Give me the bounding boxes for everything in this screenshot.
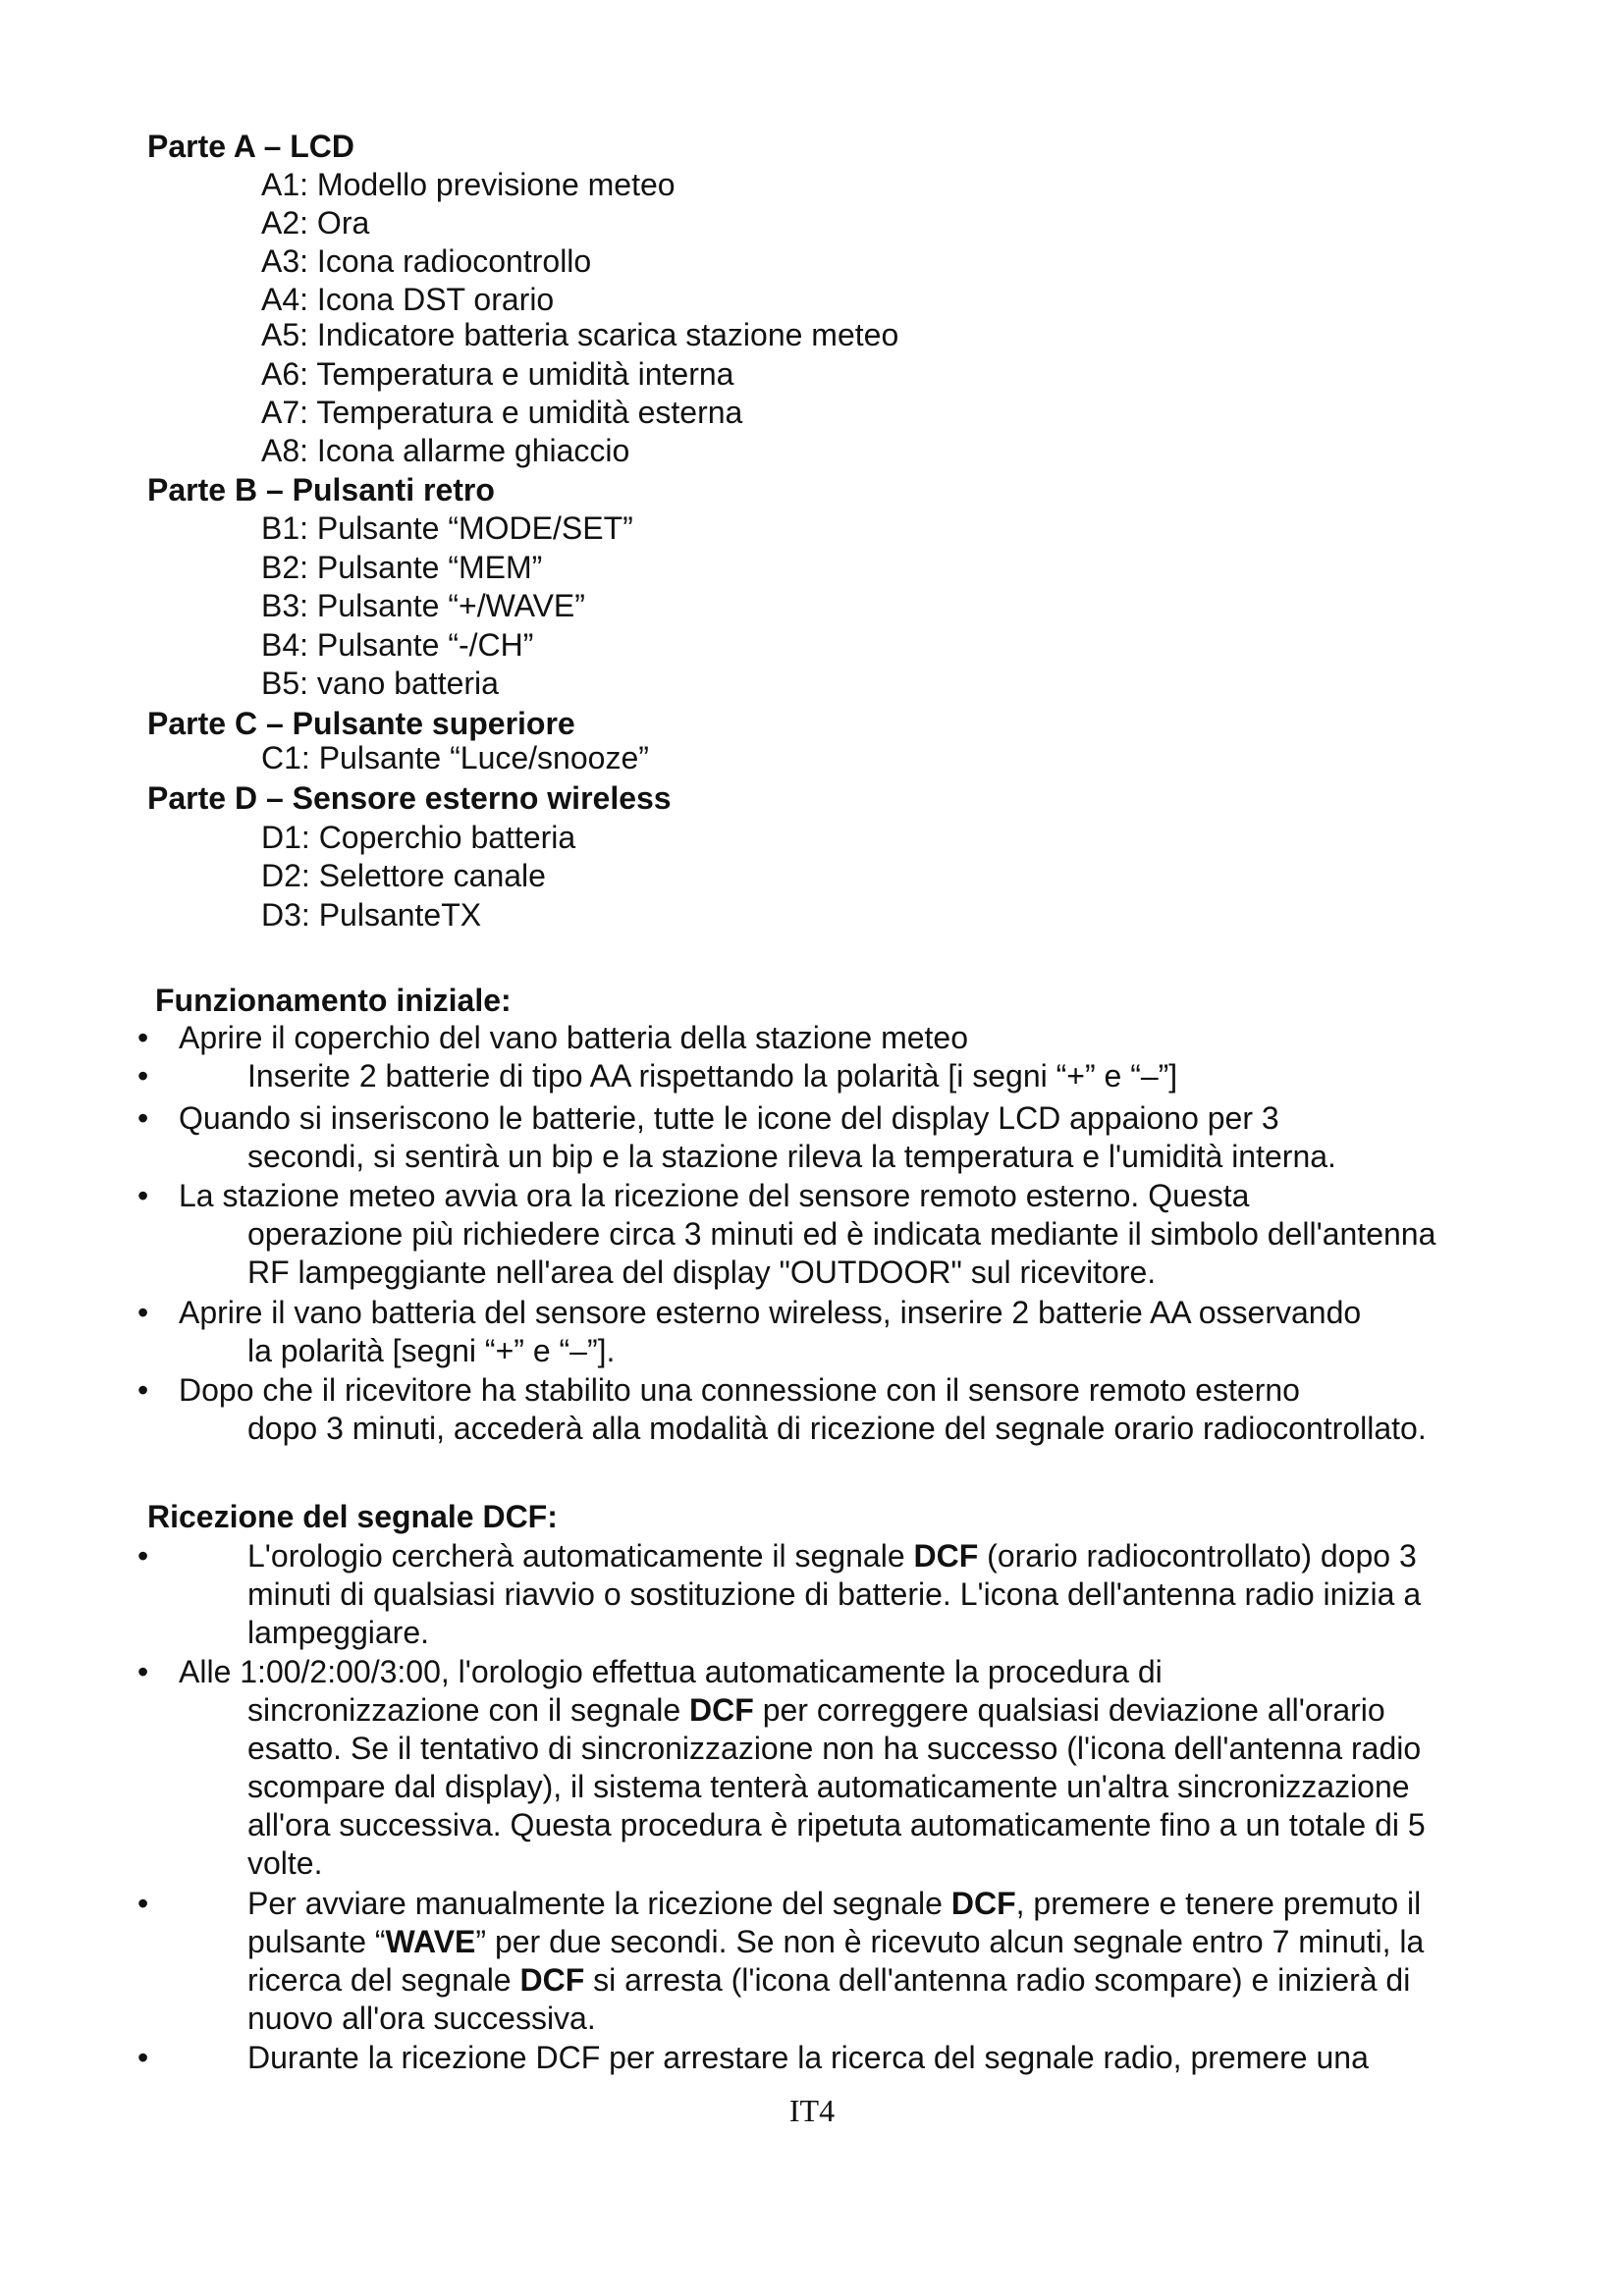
text-run: Per avviare manualmente la ricezione del segnale [247, 1886, 951, 1921]
bullet-text: Inserite 2 batterie di tipo AA rispettando la polarità [i segni “+” e “–”] [247, 1058, 1178, 1094]
text-run: (orario radiocontrollato) dopo 3 [978, 1538, 1417, 1574]
bullet-text: dopo 3 minuti, accederà alla modalità di ricezione del segnale orario radiocontrollato. [247, 1411, 1427, 1446]
list-item: A1: Modello previsione meteo [261, 167, 676, 202]
bullet-icon: • [137, 1100, 149, 1136]
bullet-text: volte. [247, 1845, 323, 1881]
bullet-text: La stazione meteo avvia ora la ricezione del sensore remoto esterno. Questa [179, 1178, 1250, 1213]
dcf-bold-term: DCF [689, 1692, 754, 1728]
text-run: si arresta (l'icona dell'antenna radio scompare) e inizierà di [584, 1962, 1411, 1998]
bullet-text: esatto. Se il tentativo di sincronizzazione non ha successo (l'icona dell'antenna radio [247, 1731, 1422, 1766]
bullet-text: Dopo che il ricevitore ha stabilito una connessione con il sensore remoto esterno [179, 1372, 1300, 1408]
bullet-text [247, 1923, 1424, 1961]
part-b-heading: Parte B – Pulsanti retro [147, 472, 495, 507]
bullet-text [247, 1885, 1421, 1923]
bullet-text: la polarità [segni “+” e “–”]. [247, 1333, 616, 1368]
text-run: sincronizzazione con il segnale [247, 1692, 690, 1728]
bullet-text: Aprire il vano batteria del sensore esterno wireless, inserire 2 batterie AA osservando [179, 1295, 1362, 1330]
list-item: D3: PulsanteTX [261, 897, 482, 933]
list-item: B2: Pulsante “MEM” [261, 550, 543, 585]
list-item: A4: Icona DST orario [261, 282, 555, 317]
list-item: A6: Temperatura e umidità interna [261, 356, 734, 392]
list-item: A8: Icona allarme ghiaccio [261, 433, 630, 468]
part-d-heading: Parte D – Sensore esterno wireless [147, 780, 672, 816]
page-number: IT4 [788, 2093, 836, 2128]
text-run: ” per due secondi. Se non è ricevuto alcun segnale entro 7 minuti, la [475, 1924, 1425, 1959]
bullet-icon: • [137, 1538, 149, 1574]
dcf-heading: Ricezione del segnale DCF: [147, 1499, 558, 1534]
bullet-text: secondi, si sentirà un bip e la stazione rileva la temperatura e l'umidità interna. [247, 1139, 1336, 1174]
bullet-text [247, 1961, 1410, 2000]
text-run: per correggere qualsiasi deviazione all'orario [753, 1692, 1385, 1728]
list-item: A7: Temperatura e umidità esterna [261, 395, 743, 430]
list-item: A2: Ora [261, 205, 370, 240]
dcf-bold-term: DCF [913, 1538, 979, 1574]
bullet-text [247, 1691, 1385, 1730]
bullet-text: Alle 1:00/2:00/3:00, l'orologio effettua automaticamente la procedura di [179, 1654, 1163, 1689]
text-run: L'orologio cercherà automaticamente il segnale [247, 1538, 914, 1574]
bullet-icon: • [137, 1178, 149, 1213]
list-item: A3: Icona radiocontrollo [261, 243, 592, 279]
bullet-text: all'ora successiva. Questa procedura è ripetuta automaticamente fino a un totale di 5 [247, 1807, 1426, 1842]
bullet-text: nuovo all'ora successiva. [247, 2001, 596, 2036]
list-item: C1: Pulsante “Luce/snooze” [261, 740, 649, 775]
bullet-text: lampeggiare. [247, 1615, 429, 1650]
bullet-text: scompare dal display), il sistema tenterà automaticamente un'altra sincronizzazione [247, 1769, 1410, 1804]
bullet-text: RF lampeggiante nell'area del display "OUTDOOR" sul ricevitore. [247, 1255, 1157, 1290]
bullet-text: Aprire il coperchio del vano batteria della stazione meteo [179, 1020, 969, 1055]
bullet-icon: • [137, 2040, 149, 2075]
bullet-text: Durante la ricezione DCF per arrestare la ricerca del segnale radio, premere una [247, 2040, 1369, 2075]
bullet-icon: • [137, 1886, 149, 1921]
list-item: D2: Selettore canale [261, 858, 546, 893]
bullet-icon: • [137, 1020, 149, 1055]
wave-bold-term: WAVE [385, 1924, 476, 1959]
bullet-text: minuti di qualsiasi riavvio o sostituzione di batterie. L'icona dell'antenna radio inizia a [247, 1576, 1422, 1612]
part-a-heading: Parte A – LCD [147, 129, 355, 164]
text-run: ricerca del segnale [247, 1962, 520, 1998]
part-c-heading: Parte C – Pulsante superiore [147, 706, 575, 741]
list-item: B5: vano batteria [261, 666, 499, 701]
bullet-text: Quando si inseriscono le batterie, tutte le icone del display LCD appaiono per 3 [179, 1100, 1279, 1136]
dcf-bold-term: DCF [950, 1886, 1016, 1921]
bullet-text [247, 1537, 1417, 1575]
list-item: B4: Pulsante “-/CH” [261, 627, 534, 663]
bullet-icon: • [137, 1372, 149, 1408]
list-item: D1: Coperchio batteria [261, 820, 576, 855]
dcf-bold-term: DCF [519, 1962, 585, 1998]
text-run: , premere e tenere premuto il [1015, 1886, 1422, 1921]
bullet-icon: • [137, 1058, 149, 1094]
bullet-text: operazione più richiedere circa 3 minuti ed è indicata mediante il simbolo dell'antenna [247, 1216, 1436, 1252]
list-item: B1: Pulsante “MODE/SET” [261, 510, 633, 546]
bullet-icon: • [137, 1654, 149, 1689]
initial-operation-heading: Funzionamento iniziale: [155, 983, 512, 1018]
list-item: B3: Pulsante “+/WAVE” [261, 588, 585, 623]
text-run: pulsante “ [247, 1924, 386, 1959]
bullet-icon: • [137, 1295, 149, 1330]
list-item: A5: Indicatore batteria scarica stazione meteo [261, 317, 899, 352]
